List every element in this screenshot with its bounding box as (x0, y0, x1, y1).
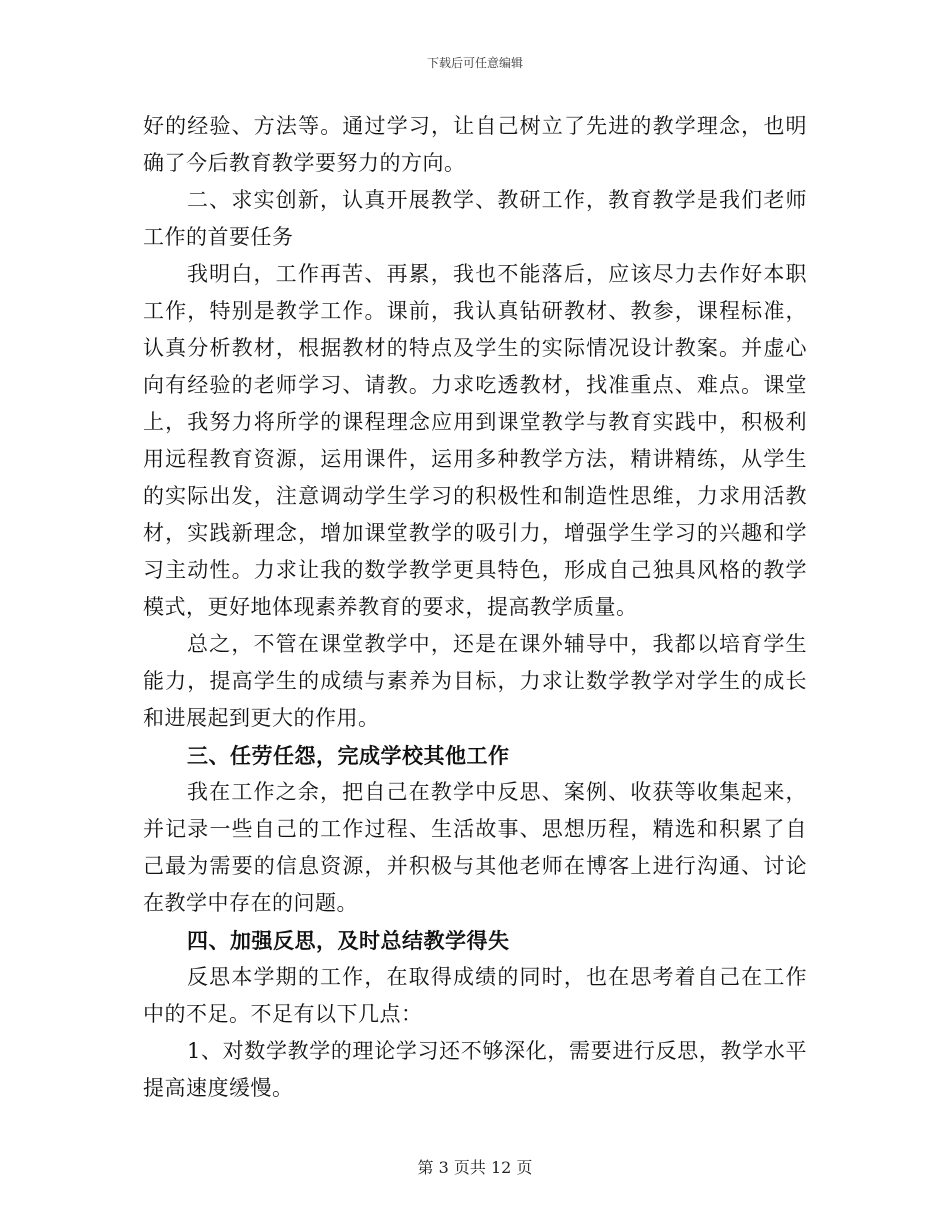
section-four-heading: 四、加强反思，及时总结教学得失 (187, 928, 510, 953)
section-three-heading: 三、任劳任怨，完成学校其他工作 (187, 743, 510, 768)
paragraph-other-work: 我在工作之余，把自己在教学中反思、案例、收获等收集起来，并记录一些自己的工作过程、生活故事、思想历程，精选和积累了自己最为需要的信息资源，并积极与其他老师在博客上进行沟通、讨论在教学中存在的问题。 (143, 780, 807, 915)
header-note: 下载后可任意编辑 (426, 56, 523, 70)
paragraph-reflection: 反思本学期的工作，在取得成绩的同时，也在思考着自己在工作中的不足。不足有以下几点： (143, 965, 807, 1026)
document-body (143, 108, 807, 1107)
paragraph-teaching-work: 我明白，工作再苦、再累，我也不能落后，应该尽力去作好本职工作，特别是教学工作。课前，我认真钻研教材、教参，课程标准，认真分析教材，根据教材的特点及学生的实际情况设计教案。并虚心向有经验的老师学习、请教。力求吃透教材，找准重点、难点。课堂上，我努力将所学的课程理念应用到课堂教学与教育实践中，积极利用远程教育资源，运用课件，运用多种教学方法，精讲精练，从学生的实际出发，注意调动学生学习的积极性和制造性思维，力求用活教材，实践新理念，增加课堂教学的吸引力，增强学生学习的兴趣和学习主动性。力求让我的数学教学更具特色，形成自己独具风格的教学模式，更好地体现素养教育的要求，提高教学质量。 (143, 262, 807, 619)
paragraph-continuation: 好的经验、方法等。通过学习，让自己树立了先进的教学理念，也明确了今后教育教学要努力的方向。 (143, 114, 807, 175)
paragraph-shortcoming-1: 1、对数学教学的理论学习还不够深化，需要进行反思，教学水平提高速度缓慢。 (143, 1039, 807, 1100)
paragraph-summary: 总之，不管在课堂教学中，还是在课外辅导中，我都以培育学生能力，提高学生的成绩与素养为目标，力求让数学教学对学生的成长和进展起到更大的作用。 (143, 632, 807, 730)
section-two-title: 二、求实创新，认真开展教学、教研工作，教育教学是我们老师工作的首要任务 (143, 188, 807, 249)
page-number: 第 3 页共 12 页 (417, 1158, 533, 1177)
